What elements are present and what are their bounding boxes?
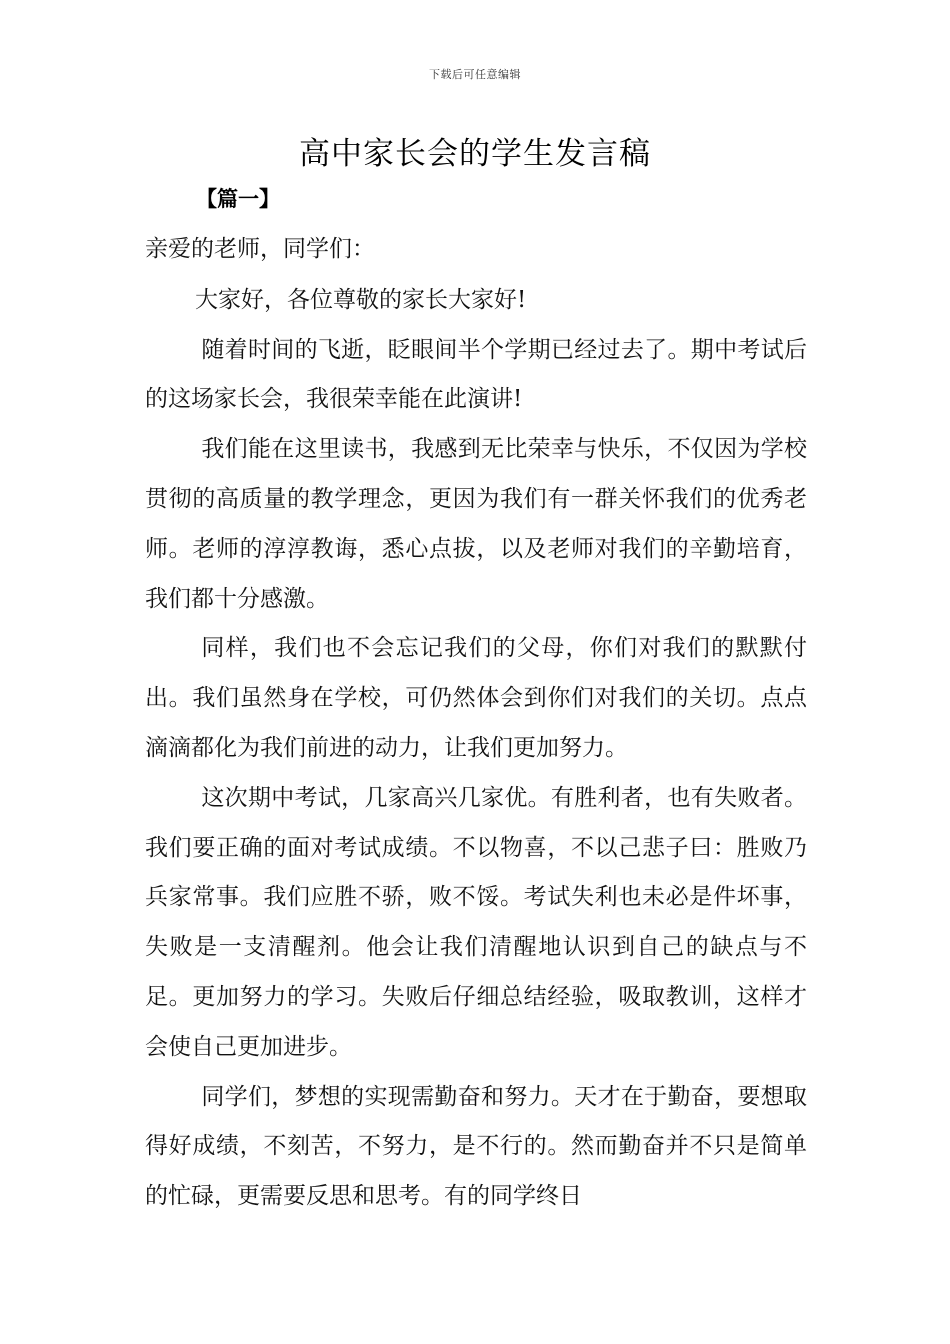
salutation: 亲爱的老师，同学们：: [145, 236, 375, 262]
paragraph-3: 同样，我们也不会忘记我们的父母，你们对我们的默默付出。我们虽然身在学校，可仍然体会到你们对我们的关切。点点滴滴都化为我们前进的动力，让我们更加努力。: [145, 635, 807, 761]
section-label: 【篇一】: [196, 187, 280, 211]
paragraph-5: 同学们，梦想的实现需勤奋和努力。天才在于勤奋，要想取得好成绩，不刻苦，不努力，是不行的。然而勤奋并不只是简单的忙碌，更需要反思和思考。有的同学终日: [145, 1083, 807, 1210]
paragraph-2: 我们能在这里读书，我感到无比荣幸与快乐，不仅因为学校贯彻的高质量的教学理念，更因为我们有一群关怀我们的优秀老师。老师的淳淳教诲，悉心点拔，以及老师对我们的辛勤培育，我们都十分感激。: [145, 436, 807, 612]
paragraph-4: 这次期中考试，几家高兴几家优。有胜利者，也有失败者。我们要正确的面对考试成绩。不以物喜，不以己悲子曰：胜败乃兵家常事。我们应胜不骄，败不馁。考试失利也未必是件坏事，失败是一支清醒剂。他会让我们清醒地认识到自己的缺点与不足。更加努力的学习。失败后仔细总结经验，吸取教训，这样才会使自己更加进步。: [145, 784, 807, 1060]
paragraph-1: 随着时间的飞逝，眨眼间半个学期已经过去了。期中考试后的这场家长会，我很荣幸能在此演讲!: [145, 336, 807, 413]
document-title: 高中家长会的学生发言稿: [299, 136, 651, 172]
greeting: 大家好，各位尊敬的家长大家好!: [195, 286, 527, 313]
header-note: 下载后可任意编辑: [429, 68, 521, 81]
body-text: [145, 225, 807, 1222]
